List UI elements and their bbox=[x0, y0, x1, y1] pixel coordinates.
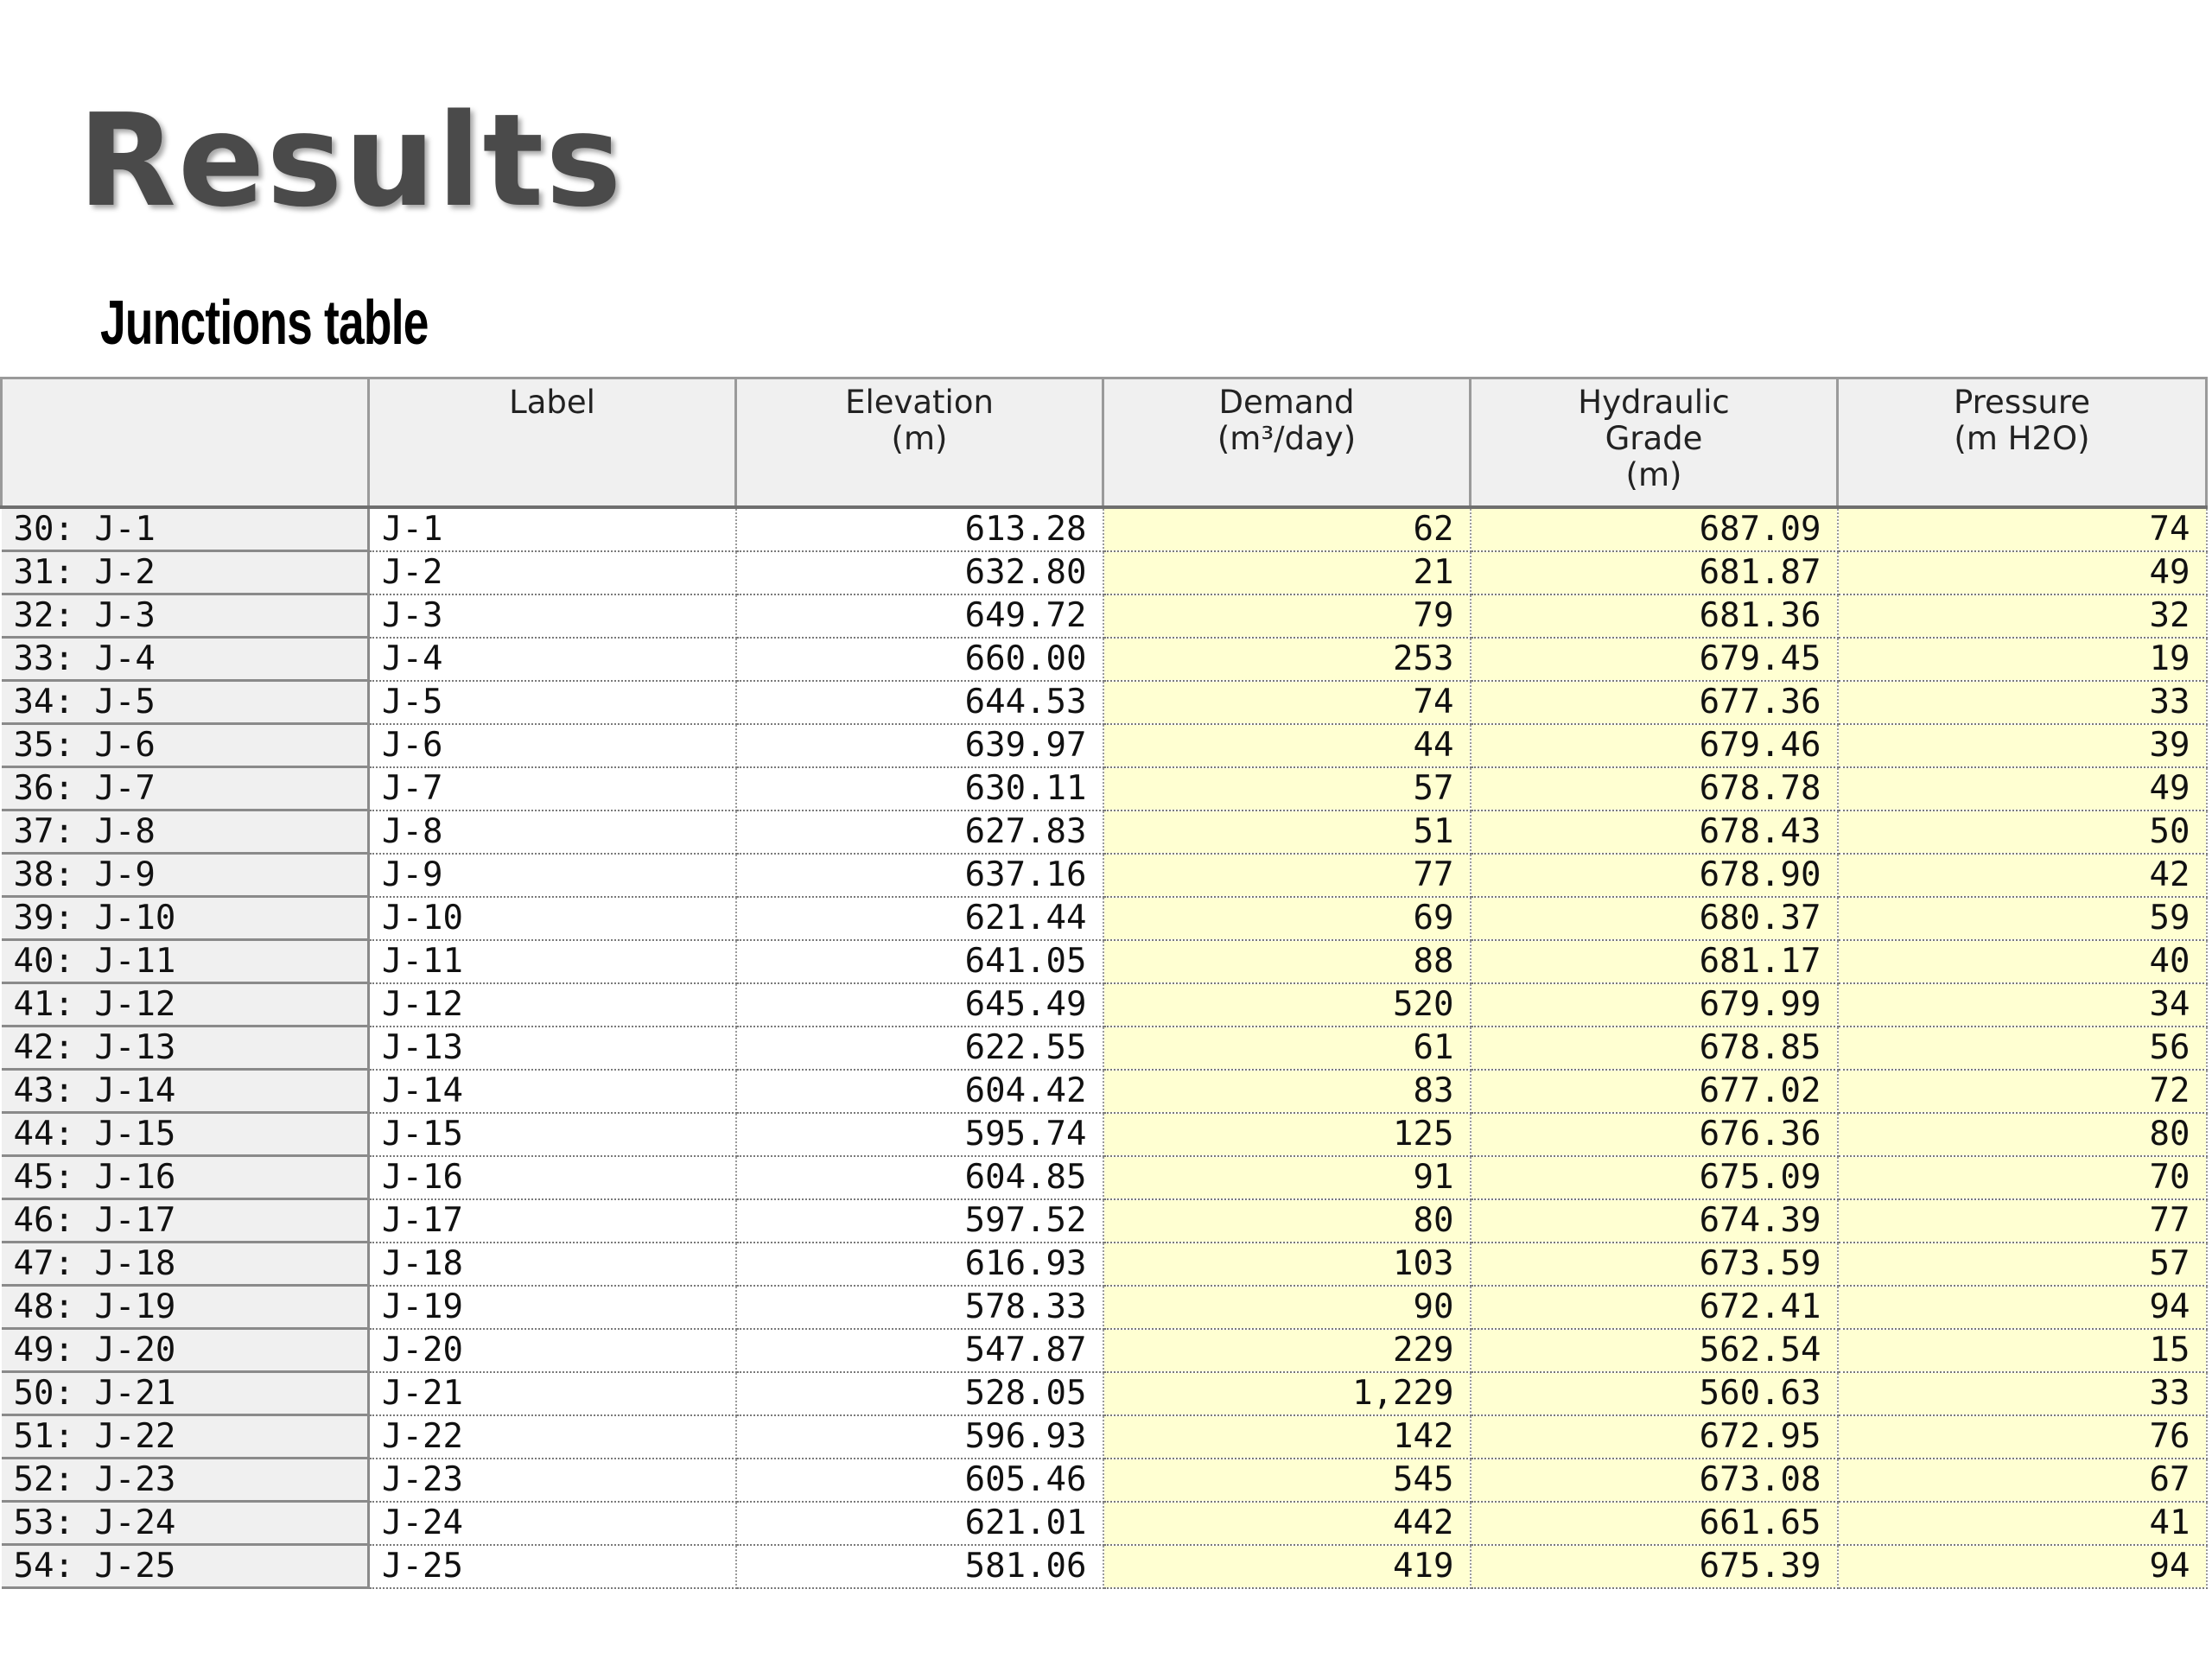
table-row[interactable] bbox=[2, 724, 2207, 767]
row-header-cell[interactable]: 44: J-15 bbox=[2, 1113, 369, 1156]
pressure-cell[interactable]: 42 bbox=[1838, 854, 2207, 897]
pressure-cell[interactable]: 19 bbox=[1838, 638, 2207, 681]
row-header-cell[interactable]: 47: J-18 bbox=[2, 1243, 369, 1286]
junctions-table bbox=[0, 377, 2208, 1589]
pressure-cell[interactable]: 34 bbox=[1838, 983, 2207, 1027]
label-cell[interactable]: J-8 bbox=[369, 810, 736, 854]
demand-cell[interactable]: 90 bbox=[1103, 1286, 1471, 1329]
table-row[interactable] bbox=[2, 1286, 2207, 1329]
elevation-cell[interactable]: 613.28 bbox=[736, 507, 1103, 551]
elevation-cell[interactable]: 595.74 bbox=[736, 1113, 1103, 1156]
label-cell[interactable]: J-14 bbox=[369, 1070, 736, 1113]
label-cell[interactable]: J-1 bbox=[369, 507, 736, 551]
demand-cell[interactable]: 125 bbox=[1103, 1113, 1471, 1156]
row-header-cell[interactable]: 43: J-14 bbox=[2, 1070, 369, 1113]
hydraulic-grade-cell[interactable]: 675.09 bbox=[1471, 1156, 1838, 1199]
pressure-cell[interactable]: 80 bbox=[1838, 1113, 2207, 1156]
table-row[interactable] bbox=[2, 1545, 2207, 1588]
pressure-cell[interactable]: 67 bbox=[1838, 1459, 2207, 1502]
elevation-cell[interactable]: 528.05 bbox=[736, 1372, 1103, 1415]
label-cell[interactable]: J-10 bbox=[369, 897, 736, 940]
elevation-cell[interactable]: 649.72 bbox=[736, 594, 1103, 638]
table-row[interactable] bbox=[2, 1243, 2207, 1286]
demand-cell[interactable]: 21 bbox=[1103, 551, 1471, 594]
row-header-cell[interactable]: 32: J-3 bbox=[2, 594, 369, 638]
column-header-label[interactable]: Label bbox=[369, 378, 736, 508]
table-row[interactable] bbox=[2, 1372, 2207, 1415]
elevation-cell[interactable]: 637.16 bbox=[736, 854, 1103, 897]
pressure-cell[interactable]: 49 bbox=[1838, 767, 2207, 810]
elevation-cell[interactable]: 627.83 bbox=[736, 810, 1103, 854]
row-header-cell[interactable]: 33: J-4 bbox=[2, 638, 369, 681]
label-cell[interactable]: J-25 bbox=[369, 1545, 736, 1588]
row-header-cell[interactable]: 31: J-2 bbox=[2, 551, 369, 594]
hydraulic-grade-cell[interactable]: 676.36 bbox=[1471, 1113, 1838, 1156]
row-header-cell[interactable]: 50: J-21 bbox=[2, 1372, 369, 1415]
hydraulic-grade-cell[interactable]: 687.09 bbox=[1471, 507, 1838, 551]
row-header-cell[interactable]: 35: J-6 bbox=[2, 724, 369, 767]
elevation-cell[interactable]: 596.93 bbox=[736, 1415, 1103, 1459]
label-cell[interactable]: J-16 bbox=[369, 1156, 736, 1199]
table-row[interactable] bbox=[2, 1027, 2207, 1070]
elevation-cell[interactable]: 644.53 bbox=[736, 681, 1103, 724]
elevation-cell[interactable]: 639.97 bbox=[736, 724, 1103, 767]
demand-cell[interactable]: 419 bbox=[1103, 1545, 1471, 1588]
table-row[interactable] bbox=[2, 854, 2207, 897]
elevation-cell[interactable]: 616.93 bbox=[736, 1243, 1103, 1286]
label-cell[interactable]: J-18 bbox=[369, 1243, 736, 1286]
label-cell[interactable]: J-11 bbox=[369, 940, 736, 983]
demand-cell[interactable]: 44 bbox=[1103, 724, 1471, 767]
label-cell[interactable]: J-13 bbox=[369, 1027, 736, 1070]
table-row[interactable] bbox=[2, 507, 2207, 551]
pressure-cell[interactable]: 50 bbox=[1838, 810, 2207, 854]
junctions-grid-container[interactable] bbox=[0, 377, 2212, 1659]
label-cell[interactable]: J-22 bbox=[369, 1415, 736, 1459]
table-row[interactable] bbox=[2, 1415, 2207, 1459]
elevation-cell[interactable]: 641.05 bbox=[736, 940, 1103, 983]
pressure-cell[interactable]: 57 bbox=[1838, 1243, 2207, 1286]
hydraulic-grade-cell[interactable]: 679.46 bbox=[1471, 724, 1838, 767]
demand-cell[interactable]: 1,229 bbox=[1103, 1372, 1471, 1415]
pressure-cell[interactable]: 56 bbox=[1838, 1027, 2207, 1070]
hydraulic-grade-cell[interactable]: 673.59 bbox=[1471, 1243, 1838, 1286]
table-body bbox=[2, 507, 2207, 1588]
pressure-cell[interactable]: 74 bbox=[1838, 507, 2207, 551]
row-header-cell[interactable]: 49: J-20 bbox=[2, 1329, 369, 1372]
hydraulic-grade-cell[interactable]: 680.37 bbox=[1471, 897, 1838, 940]
table-row[interactable] bbox=[2, 1199, 2207, 1243]
label-cell[interactable]: J-2 bbox=[369, 551, 736, 594]
label-cell[interactable]: J-17 bbox=[369, 1199, 736, 1243]
demand-cell[interactable]: 61 bbox=[1103, 1027, 1471, 1070]
row-header-cell[interactable]: 46: J-17 bbox=[2, 1199, 369, 1243]
header-row bbox=[2, 378, 2207, 508]
pressure-cell[interactable]: 39 bbox=[1838, 724, 2207, 767]
elevation-cell[interactable]: 630.11 bbox=[736, 767, 1103, 810]
label-cell[interactable]: J-7 bbox=[369, 767, 736, 810]
hydraulic-grade-cell[interactable]: 661.65 bbox=[1471, 1502, 1838, 1545]
demand-cell[interactable]: 69 bbox=[1103, 897, 1471, 940]
table-row[interactable] bbox=[2, 983, 2207, 1027]
row-header-cell[interactable]: 42: J-13 bbox=[2, 1027, 369, 1070]
demand-cell[interactable]: 80 bbox=[1103, 1199, 1471, 1243]
elevation-cell[interactable]: 660.00 bbox=[736, 638, 1103, 681]
demand-cell[interactable]: 91 bbox=[1103, 1156, 1471, 1199]
table-row[interactable] bbox=[2, 1502, 2207, 1545]
pressure-cell[interactable]: 94 bbox=[1838, 1545, 2207, 1588]
hydraulic-grade-cell[interactable]: 679.99 bbox=[1471, 983, 1838, 1027]
pressure-cell[interactable]: 15 bbox=[1838, 1329, 2207, 1372]
pressure-cell[interactable]: 94 bbox=[1838, 1286, 2207, 1329]
row-header-cell[interactable]: 48: J-19 bbox=[2, 1286, 369, 1329]
pressure-cell[interactable]: 33 bbox=[1838, 1372, 2207, 1415]
slide-title: Results bbox=[78, 86, 624, 235]
label-cell[interactable]: J-12 bbox=[369, 983, 736, 1027]
pressure-cell[interactable]: 70 bbox=[1838, 1156, 2207, 1199]
demand-cell[interactable]: 88 bbox=[1103, 940, 1471, 983]
pressure-cell[interactable]: 41 bbox=[1838, 1502, 2207, 1545]
table-row[interactable] bbox=[2, 594, 2207, 638]
elevation-cell[interactable]: 581.06 bbox=[736, 1545, 1103, 1588]
demand-cell[interactable]: 253 bbox=[1103, 638, 1471, 681]
pressure-cell[interactable]: 49 bbox=[1838, 551, 2207, 594]
table-row[interactable] bbox=[2, 1113, 2207, 1156]
pressure-cell[interactable]: 32 bbox=[1838, 594, 2207, 638]
table-row[interactable] bbox=[2, 1459, 2207, 1502]
hydraulic-grade-cell[interactable]: 672.41 bbox=[1471, 1286, 1838, 1329]
pressure-cell[interactable]: 77 bbox=[1838, 1199, 2207, 1243]
elevation-cell[interactable]: 621.01 bbox=[736, 1502, 1103, 1545]
hydraulic-grade-cell[interactable]: 678.78 bbox=[1471, 767, 1838, 810]
hydraulic-grade-cell[interactable]: 678.43 bbox=[1471, 810, 1838, 854]
label-cell[interactable]: J-9 bbox=[369, 854, 736, 897]
column-header-elevation[interactable]: Elevation (m) bbox=[736, 378, 1103, 508]
hydraulic-grade-cell[interactable]: 674.39 bbox=[1471, 1199, 1838, 1243]
pressure-cell[interactable]: 76 bbox=[1838, 1415, 2207, 1459]
pressure-cell[interactable]: 59 bbox=[1838, 897, 2207, 940]
hydraulic-grade-cell[interactable]: 681.87 bbox=[1471, 551, 1838, 594]
label-cell[interactable]: J-6 bbox=[369, 724, 736, 767]
row-header-cell[interactable]: 39: J-10 bbox=[2, 897, 369, 940]
hydraulic-grade-cell[interactable]: 675.39 bbox=[1471, 1545, 1838, 1588]
row-header-cell[interactable]: 51: J-22 bbox=[2, 1415, 369, 1459]
elevation-cell[interactable]: 645.49 bbox=[736, 983, 1103, 1027]
table-row[interactable] bbox=[2, 681, 2207, 724]
elevation-cell[interactable]: 621.44 bbox=[736, 897, 1103, 940]
hydraulic-grade-cell[interactable]: 678.90 bbox=[1471, 854, 1838, 897]
label-cell[interactable]: J-5 bbox=[369, 681, 736, 724]
elevation-cell[interactable]: 547.87 bbox=[736, 1329, 1103, 1372]
hydraulic-grade-cell[interactable]: 681.17 bbox=[1471, 940, 1838, 983]
row-header-cell[interactable]: 54: J-25 bbox=[2, 1545, 369, 1588]
hydraulic-grade-cell[interactable]: 681.36 bbox=[1471, 594, 1838, 638]
elevation-cell[interactable]: 604.85 bbox=[736, 1156, 1103, 1199]
row-header-cell[interactable]: 38: J-9 bbox=[2, 854, 369, 897]
table-row[interactable] bbox=[2, 810, 2207, 854]
elevation-cell[interactable]: 622.55 bbox=[736, 1027, 1103, 1070]
hydraulic-grade-cell[interactable]: 672.95 bbox=[1471, 1415, 1838, 1459]
column-header-demand[interactable]: Demand (m³/day) bbox=[1103, 378, 1471, 508]
table-caption: Junctions table bbox=[100, 289, 429, 358]
row-header-cell[interactable]: 52: J-23 bbox=[2, 1459, 369, 1502]
row-header-cell[interactable]: 34: J-5 bbox=[2, 681, 369, 724]
row-header-cell[interactable]: 53: J-24 bbox=[2, 1502, 369, 1545]
demand-cell[interactable]: 520 bbox=[1103, 983, 1471, 1027]
label-cell[interactable]: J-15 bbox=[369, 1113, 736, 1156]
demand-cell[interactable]: 77 bbox=[1103, 854, 1471, 897]
label-cell[interactable]: J-24 bbox=[369, 1502, 736, 1545]
elevation-cell[interactable]: 578.33 bbox=[736, 1286, 1103, 1329]
demand-cell[interactable]: 442 bbox=[1103, 1502, 1471, 1545]
demand-cell[interactable]: 103 bbox=[1103, 1243, 1471, 1286]
pressure-cell[interactable]: 72 bbox=[1838, 1070, 2207, 1113]
pressure-cell[interactable]: 40 bbox=[1838, 940, 2207, 983]
elevation-cell[interactable]: 597.52 bbox=[736, 1199, 1103, 1243]
pressure-cell[interactable]: 33 bbox=[1838, 681, 2207, 724]
hydraulic-grade-cell[interactable]: 679.45 bbox=[1471, 638, 1838, 681]
demand-cell[interactable]: 62 bbox=[1103, 507, 1471, 551]
label-cell[interactable]: J-19 bbox=[369, 1286, 736, 1329]
table-row[interactable] bbox=[2, 638, 2207, 681]
table-row[interactable] bbox=[2, 940, 2207, 983]
row-header-cell[interactable]: 36: J-7 bbox=[2, 767, 369, 810]
hydraulic-grade-cell[interactable]: 673.08 bbox=[1471, 1459, 1838, 1502]
table-row[interactable] bbox=[2, 1329, 2207, 1372]
table-row[interactable] bbox=[2, 897, 2207, 940]
demand-cell[interactable]: 545 bbox=[1103, 1459, 1471, 1502]
row-header-cell[interactable]: 37: J-8 bbox=[2, 810, 369, 854]
hydraulic-grade-cell[interactable]: 560.63 bbox=[1471, 1372, 1838, 1415]
elevation-cell[interactable]: 604.42 bbox=[736, 1070, 1103, 1113]
table-row[interactable] bbox=[2, 767, 2207, 810]
row-header-cell[interactable]: 30: J-1 bbox=[2, 507, 369, 551]
label-cell[interactable]: J-4 bbox=[369, 638, 736, 681]
label-cell[interactable]: J-21 bbox=[369, 1372, 736, 1415]
label-cell[interactable]: J-20 bbox=[369, 1329, 736, 1372]
demand-cell[interactable]: 74 bbox=[1103, 681, 1471, 724]
row-header-cell[interactable]: 40: J-11 bbox=[2, 940, 369, 983]
hydraulic-grade-cell[interactable]: 677.02 bbox=[1471, 1070, 1838, 1113]
hydraulic-grade-cell[interactable]: 678.85 bbox=[1471, 1027, 1838, 1070]
column-header-id[interactable] bbox=[2, 378, 369, 508]
demand-cell[interactable]: 229 bbox=[1103, 1329, 1471, 1372]
table-row[interactable] bbox=[2, 551, 2207, 594]
elevation-cell[interactable]: 605.46 bbox=[736, 1459, 1103, 1502]
table-row[interactable] bbox=[2, 1070, 2207, 1113]
demand-cell[interactable]: 83 bbox=[1103, 1070, 1471, 1113]
label-cell[interactable]: J-23 bbox=[369, 1459, 736, 1502]
table-row[interactable] bbox=[2, 1156, 2207, 1199]
demand-cell[interactable]: 142 bbox=[1103, 1415, 1471, 1459]
demand-cell[interactable]: 79 bbox=[1103, 594, 1471, 638]
hydraulic-grade-cell[interactable]: 677.36 bbox=[1471, 681, 1838, 724]
demand-cell[interactable]: 51 bbox=[1103, 810, 1471, 854]
label-cell[interactable]: J-3 bbox=[369, 594, 736, 638]
elevation-cell[interactable]: 632.80 bbox=[736, 551, 1103, 594]
row-header-cell[interactable]: 41: J-12 bbox=[2, 983, 369, 1027]
demand-cell[interactable]: 57 bbox=[1103, 767, 1471, 810]
column-header-hydraulic-grade[interactable]: Hydraulic Grade (m) bbox=[1471, 378, 1838, 508]
row-header-cell[interactable]: 45: J-16 bbox=[2, 1156, 369, 1199]
hydraulic-grade-cell[interactable]: 562.54 bbox=[1471, 1329, 1838, 1372]
column-header-pressure[interactable]: Pressure (m H2O) bbox=[1838, 378, 2207, 508]
